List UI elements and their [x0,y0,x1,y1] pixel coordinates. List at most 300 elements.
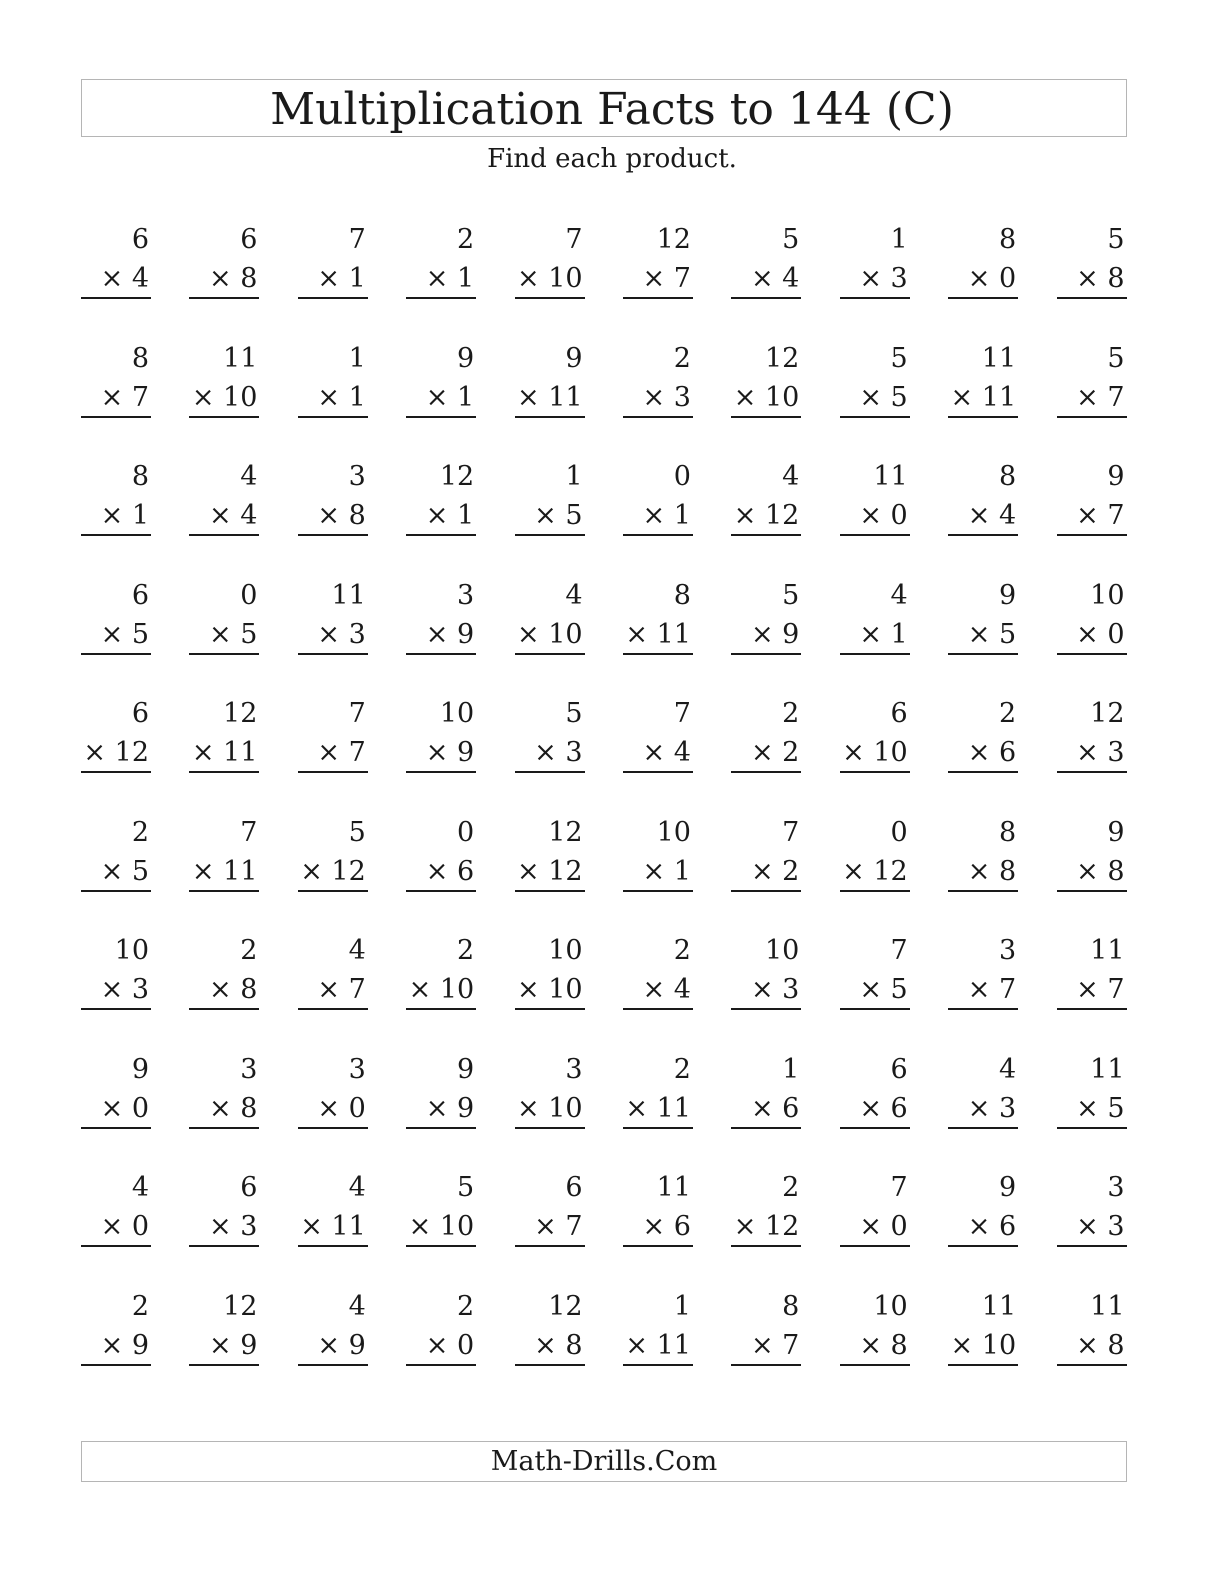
multiplier-row [189,1326,259,1366]
problem [189,220,259,339]
times-sign: × [100,855,124,887]
multiplicand: 11 [656,1172,691,1203]
multiplicand: 5 [782,579,800,611]
multiplier: 3 [240,1211,258,1242]
multiplier: 10 [548,974,583,1005]
problem [298,457,368,576]
multiplicand: 0 [240,579,258,611]
multiplier-row [189,852,259,892]
problem [623,1168,693,1287]
multiplicand: 12 [223,1290,258,1322]
multiplier: 12 [764,1211,800,1242]
multiplicand: 8 [998,224,1017,255]
problem [406,1168,476,1287]
multiplier: 8 [348,500,366,531]
problem [840,339,910,458]
multiplier: 9 [240,1329,258,1361]
multiplicand: 8 [782,1290,800,1322]
problem [1057,1050,1127,1169]
multiplier: 5 [565,500,583,531]
problem [840,931,910,1050]
times-sign: × [967,263,991,294]
multiplier-row [948,496,1018,536]
problem [189,694,259,813]
times-sign: × [191,855,215,887]
problem [406,576,476,695]
multiplicand: 3 [998,935,1017,966]
problem [406,931,476,1050]
times-sign: × [425,737,449,768]
times-sign: × [642,1211,666,1242]
problem [948,813,1018,932]
times-sign: × [750,1092,774,1124]
multiplicand: 10 [873,1290,908,1322]
multiplier: 10 [548,263,583,294]
multiplicand: 11 [331,579,366,611]
multiplier-row [1057,1089,1127,1129]
times-sign: × [317,1092,340,1124]
problem [298,1050,368,1169]
multiplier-row [840,615,910,655]
times-sign: × [317,263,340,294]
multiplier-row [515,259,585,299]
multiplicand: 11 [981,1290,1017,1322]
multiplier: 4 [131,263,149,294]
multiplicand: 4 [348,1172,366,1203]
multiplicand: 10 [548,935,583,966]
times-sign: × [750,737,774,768]
multiplier-row [1057,1207,1127,1247]
multiplier-row [840,1089,910,1129]
multiplicand: 12 [548,1290,583,1322]
multiplier-row [298,852,368,892]
times-sign: × [1076,1092,1099,1124]
multiplier-row [298,615,368,655]
multiplier-row [515,615,585,655]
problem [515,694,585,813]
multiplicand: 10 [439,698,475,729]
multiplier: 6 [673,1211,691,1242]
multiplier: 0 [890,1211,908,1242]
multiplier: 6 [998,1211,1017,1242]
times-sign: × [83,737,107,768]
multiplicand: 6 [131,579,149,611]
multiplier: 5 [240,618,258,650]
multiplier-row [515,496,585,536]
problem [1057,457,1127,576]
multiplier-row [948,615,1018,655]
times-sign: × [859,500,882,531]
multiplicand: 12 [656,224,691,255]
multiplier: 8 [565,1329,583,1361]
multiplicand: 1 [673,1290,691,1322]
multiplicand: 2 [782,698,800,729]
multiplicand: 0 [673,461,691,492]
multiplicand: 11 [1090,935,1125,966]
problem [1057,576,1127,695]
multiplier-row [406,733,476,773]
multiplier-row [298,1089,368,1129]
multiplier-row [948,970,1018,1010]
problem [298,576,368,695]
problem [515,1050,585,1169]
problem [948,1050,1018,1169]
multiplier: 3 [890,263,908,294]
multiplicand: 7 [348,698,366,729]
multiplier-row [406,1089,476,1129]
times-sign: × [208,1329,232,1361]
multiplier: 10 [981,1329,1017,1361]
problem [731,576,801,695]
multiplier: 12 [331,855,366,887]
multiplicand: 9 [131,1053,149,1085]
multiplier: 7 [673,263,691,294]
multiplier-row [948,378,1018,418]
multiplier: 1 [673,855,691,887]
multiplier-row [298,378,368,418]
multiplier-row [515,852,585,892]
multiplicand: 3 [1107,1172,1125,1203]
problem [948,220,1018,339]
multiplier-row [623,496,693,536]
multiplicand: 2 [456,224,475,255]
multiplicand: 0 [456,816,475,848]
multiplier: 10 [873,737,908,768]
problem [948,339,1018,458]
multiplicand: 1 [348,342,366,374]
multiplicand: 10 [764,935,800,966]
multiplier-row [81,378,151,418]
times-sign: × [100,1329,124,1361]
problem [515,576,585,695]
multiplier: 5 [131,855,149,887]
problem [731,339,801,458]
multiplier: 0 [998,263,1017,294]
multiplier: 0 [456,1329,475,1361]
times-sign: × [642,737,666,768]
multiplicand: 3 [348,461,366,492]
multiplicand: 6 [890,1053,908,1085]
times-sign: × [100,500,124,531]
times-sign: × [859,1329,882,1361]
times-sign: × [642,855,666,887]
problem [1057,1287,1127,1406]
times-sign: × [1076,618,1099,650]
problem [731,457,801,576]
multiplier: 2 [782,737,800,768]
multiplier-row [1057,259,1127,299]
multiplier-row [840,1207,910,1247]
multiplicand: 6 [240,1172,258,1203]
multiplicand: 12 [439,461,475,492]
multiplier: 11 [656,1092,691,1124]
multiplier-row [840,970,910,1010]
problem [515,1287,585,1406]
multiplicand: 5 [456,1172,475,1203]
multiplier: 3 [998,1092,1017,1124]
times-sign: × [425,855,449,887]
problem [623,220,693,339]
multiplier: 3 [348,618,366,650]
multiplier-row [81,496,151,536]
multiplier: 10 [548,618,583,650]
multiplier: 0 [131,1211,149,1242]
multiplier: 1 [348,263,366,294]
problem [406,1050,476,1169]
multiplier-row [1057,733,1127,773]
multiplier: 10 [439,974,475,1005]
multiplier: 9 [782,618,800,650]
problem [840,220,910,339]
problem [948,576,1018,695]
problem [840,813,910,932]
times-sign: × [425,1092,449,1124]
multiplier-row [840,378,910,418]
times-sign: × [859,1092,882,1124]
multiplier: 1 [131,500,149,531]
times-sign: × [950,1329,974,1361]
multiplier: 9 [456,737,475,768]
multiplier-row [81,852,151,892]
multiplicand: 8 [998,461,1017,492]
problem [623,1050,693,1169]
problem [81,220,151,339]
times-sign: × [300,1211,323,1242]
multiplicand: 2 [782,1172,800,1203]
multiplier: 4 [673,737,691,768]
problem [948,694,1018,813]
multiplier: 1 [456,263,475,294]
multiplier-row [406,970,476,1010]
problem [948,1287,1018,1406]
times-sign: × [534,1211,557,1242]
problem [948,1168,1018,1287]
problem [298,339,368,458]
multiplier-row [1057,615,1127,655]
times-sign: × [750,263,774,294]
times-sign: × [1076,500,1099,531]
multiplier: 0 [890,500,908,531]
multiplier: 0 [131,1092,149,1124]
times-sign: × [317,500,340,531]
multiplicand: 7 [240,816,258,848]
problem [298,220,368,339]
multiplicand: 3 [456,579,475,611]
times-sign: × [300,855,323,887]
problem [298,694,368,813]
multiplicand: 10 [1090,579,1125,611]
problem [623,576,693,695]
problem [189,576,259,695]
problem [81,813,151,932]
multiplier-row [1057,378,1127,418]
times-sign: × [1076,855,1099,887]
times-sign: × [733,1211,757,1242]
multiplier-row [623,1207,693,1247]
multiplier-row [189,970,259,1010]
multiplier: 11 [223,855,258,887]
multiplier-row [298,259,368,299]
multiplicand: 7 [673,698,691,729]
times-sign: × [534,500,557,531]
times-sign: × [425,1329,449,1361]
multiplier-row [515,1326,585,1366]
multiplier: 7 [348,737,366,768]
multiplier: 11 [223,737,258,768]
multiplicand: 0 [890,816,908,848]
problem [840,1050,910,1169]
multiplicand: 7 [890,935,908,966]
problem [406,220,476,339]
multiplier-row [298,1326,368,1366]
problem [81,1050,151,1169]
multiplicand: 3 [240,1053,258,1085]
problem [298,1168,368,1287]
multiplicand: 7 [348,224,366,255]
multiplier-row [189,378,259,418]
multiplicand: 2 [131,816,149,848]
multiplier-row [623,1326,693,1366]
multiplier-row [1057,852,1127,892]
times-sign: × [208,974,232,1005]
multiplier-row [406,852,476,892]
times-sign: × [1076,263,1099,294]
footer-text: Math-Drills.Com [490,1446,718,1477]
multiplicand: 9 [1107,461,1125,492]
multiplier: 8 [240,1092,258,1124]
multiplicand: 5 [565,698,583,729]
times-sign: × [100,974,124,1005]
times-sign: × [967,974,991,1005]
times-sign: × [750,974,774,1005]
multiplier: 12 [764,500,800,531]
multiplier: 1 [348,381,366,413]
multiplier-row [731,496,801,536]
multiplier: 1 [456,381,475,413]
problem [406,339,476,458]
multiplier: 3 [1107,737,1125,768]
multiplier: 3 [782,974,800,1005]
multiplier-row [948,259,1018,299]
page-title: Multiplication Facts to 144 (C) [270,84,954,135]
multiplier-row [623,378,693,418]
multiplier-row [840,1326,910,1366]
multiplier: 6 [890,1092,908,1124]
times-sign: × [1076,1211,1099,1242]
problem [298,931,368,1050]
multiplier-row [840,852,910,892]
multiplier-row [623,733,693,773]
multiplier: 10 [548,1092,583,1124]
times-sign: × [516,381,540,413]
problem [731,1287,801,1406]
multiplicand: 2 [240,935,258,966]
multiplier: 5 [890,381,908,413]
multiplier-row [623,852,693,892]
times-sign: × [750,618,774,650]
multiplier-row [81,1326,151,1366]
multiplicand: 2 [673,1053,691,1085]
multiplier: 8 [240,974,258,1005]
multiplicand: 2 [456,1290,475,1322]
multiplicand: 9 [456,342,475,374]
multiplier-row [840,259,910,299]
multiplicand: 6 [131,224,149,255]
problem-grid [81,220,1127,1405]
multiplier-row [189,615,259,655]
times-sign: × [191,737,215,768]
multiplier-row [189,733,259,773]
multiplier-row [731,970,801,1010]
multiplier: 7 [1107,381,1125,413]
problem [623,931,693,1050]
times-sign: × [317,618,340,650]
multiplicand: 5 [1107,342,1125,374]
multiplier-row [623,970,693,1010]
problem [515,339,585,458]
multiplicand: 5 [348,816,366,848]
times-sign: × [1076,381,1099,413]
multiplier: 7 [565,1211,583,1242]
multiplier-row [406,496,476,536]
times-sign: × [625,618,648,650]
problem [81,457,151,576]
times-sign: × [750,855,774,887]
times-sign: × [967,618,991,650]
multiplier: 1 [456,500,475,531]
multiplier: 11 [656,1329,691,1361]
multiplier-row [515,733,585,773]
multiplier-row [81,1089,151,1129]
problem [298,1287,368,1406]
multiplicand: 6 [565,1172,583,1203]
times-sign: × [425,381,449,413]
multiplier-row [298,733,368,773]
multiplier-row [731,615,801,655]
problem [189,813,259,932]
multiplicand: 12 [548,816,583,848]
multiplicand: 4 [782,461,800,492]
multiplier: 10 [764,381,800,413]
multiplicand: 5 [782,224,800,255]
times-sign: × [208,263,232,294]
multiplier: 12 [873,855,908,887]
times-sign: × [967,500,991,531]
problem [623,339,693,458]
times-sign: × [859,974,882,1005]
problem [406,813,476,932]
multiplicand: 8 [131,461,149,492]
times-sign: × [842,855,865,887]
multiplicand: 12 [223,698,258,729]
multiplier: 6 [456,855,475,887]
multiplier-row [406,1326,476,1366]
multiplier: 9 [456,618,475,650]
problem [1057,1168,1127,1287]
times-sign: × [425,263,449,294]
multiplicand: 11 [873,461,908,492]
problem [623,1287,693,1406]
multiplier-row [81,615,151,655]
multiplier: 8 [998,855,1017,887]
times-sign: × [967,855,991,887]
multiplier-row [406,378,476,418]
multiplier: 8 [1107,1329,1125,1361]
times-sign: × [100,1092,124,1124]
times-sign: × [516,1092,540,1124]
multiplier-row [298,496,368,536]
multiplier: 2 [782,855,800,887]
